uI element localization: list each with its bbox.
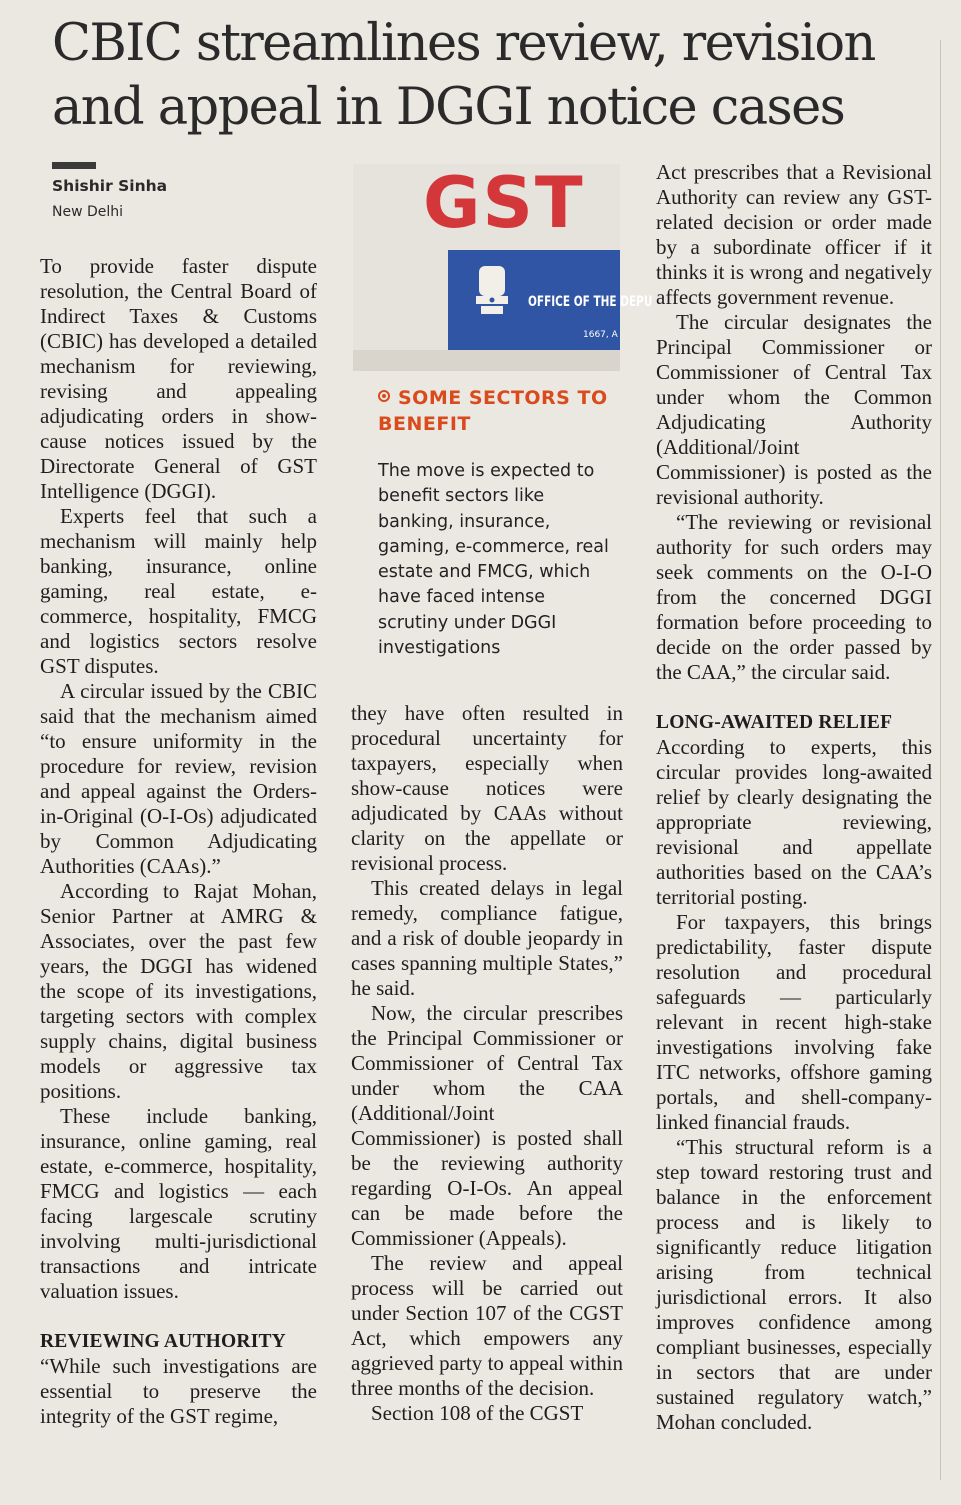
- paragraph: Section 108 of the CGST: [371, 1401, 584, 1425]
- paragraph: Experts feel that such a mechanism will mainly help banking, insurance, online gaming, real estate, e-commerce, hospitality, FMCG and logistics sectors resolve GST disputes.: [40, 504, 317, 678]
- paragraph: For taxpayers, this brings predictability, faster dispute resolution and procedural safeguards — particularly relevant in recent high-stake investigations involving fake ITC networks, offshore gaming portals, and shell-company-linked financial frauds.: [656, 910, 932, 1134]
- paragraph: “This structural reform is a step toward restoring trust and balance in the enforcement process and is likely to significantly reduce litigation arising from technical jurisdictional errors. It also improves confidence among compliant businesses, especially in sectors that are under sustained regulatory watch,” Mohan concluded.: [656, 1135, 932, 1434]
- national-emblem-icon: [471, 260, 513, 320]
- paragraph: A circular issued by the CBIC said that the mechanism aimed “to ensure uniformity in the procedure for review, revision and appeal against the Orders-in-Original (O-I-Os) adjudicated by Common Adjudicating Authorities (CAAs).”: [40, 679, 317, 878]
- paragraph: According to experts, this circular provides long-awaited relief by clearly designating the appropriate reviewing, revisional and appellate authorities based on the CAA’s territorial posting.: [656, 735, 932, 909]
- sidebar-body: The move is expected to benefit sectors like banking, insurance, gaming, e-commerce, real estate and FMCG, which have faced intense scrutiny under DGGI investigations: [378, 461, 609, 659]
- paragraph: “While such investigations are essential to preserve the integrity of the GST regime,: [40, 1354, 317, 1428]
- paragraph: Act prescribes that a Revisional Authority can review any GST-related decision or order made by a subordinate officer if it thinks it is wrong and negatively affects government revenue.: [656, 160, 932, 309]
- paragraph: According to Rajat Mohan, Senior Partner at AMRG & Associates, over the past few years, the DGGI has widened the scope of its investigations, targeting sectors with complex supply chains, digital business models or aggressive tax positions.: [40, 879, 317, 1103]
- subheading-long-awaited-relief: LONG-AWAITED RELIEF: [656, 712, 893, 733]
- column-3: [656, 160, 932, 1435]
- author-name: Shishir Sinha: [52, 177, 168, 195]
- gst-sign: GST: [423, 162, 585, 244]
- gst-office-photo: [353, 162, 653, 371]
- bullet-circle-icon: [378, 390, 390, 402]
- sidebar-box: [378, 385, 618, 661]
- paragraph: To provide faster dispute resolution, the Central Board of Indirect Taxes & Customs (CBIC) has developed a detailed mechanism for reviewing, revising and appealing adjudicating orders in show-cause notices issued by the Directorate General of GST Intelligence (DGGI).: [40, 254, 317, 503]
- sidebar-heading-text: SOME SECTORS TO BENEFIT: [378, 387, 608, 435]
- column-2: [351, 701, 623, 1426]
- office-board-subtext: 1667, A: [583, 330, 618, 340]
- spacer: [656, 685, 932, 710]
- column-rule: [940, 40, 941, 1480]
- paragraph: These include banking, insurance, online gaming, real estate, e-commerce, hospitality, FMCG and logistics — each facing largescale scrutiny involving multi-jurisdictional transactions and intricate valuation issues.: [40, 1104, 317, 1303]
- paragraph: The circular designates the Principal Commissioner or Commissioner of Central Tax under whom the Common Adjudicating Authority (Additional/Joint Commissioner) is posted as the revisional authority.: [656, 310, 932, 509]
- subheading-reviewing-authority: REVIEWING AUTHORITY: [40, 1331, 286, 1352]
- paragraph: they have often resulted in procedural uncertainty for taxpayers, especially when show-cause notices were adjudicated by CAAs without clarity on the appellate or revisional process.: [351, 701, 623, 875]
- headline: CBIC streamlines review, revision and appeal in DGGI notice cases: [52, 14, 875, 137]
- byline-bar: [52, 162, 96, 169]
- column-1: [40, 254, 317, 1429]
- paragraph: This created delays in legal remedy, compliance fatigue, and a risk of double jeopardy in cases spanning multiple States,” he said.: [351, 876, 623, 1000]
- paragraph: “The reviewing or revisional authority for such orders may seek comments on the O-I-O from the concerned DGGI formation before proceeding to decide on the order passed by the CAA,” the circular said.: [656, 510, 932, 684]
- office-board-text: OFFICE OF THE DEPU: [528, 294, 653, 310]
- sidebar-heading: [378, 385, 618, 437]
- wall: [353, 350, 620, 371]
- spacer: [40, 1304, 317, 1329]
- paragraph: Now, the circular prescribes the Principal Commissioner or Commissioner of Central Tax under whom the CAA (Additional/Joint Commissioner) is posted shall be the reviewing authority regarding O-I-Os. An appeal can be made before the Commissioner (Appeals).: [351, 1001, 623, 1250]
- paragraph: The review and appeal process will be carried out under Section 107 of the CGST Act, which empowers any aggrieved party to appeal within three months of the decision.: [351, 1251, 623, 1400]
- dateline: New Delhi: [52, 204, 124, 220]
